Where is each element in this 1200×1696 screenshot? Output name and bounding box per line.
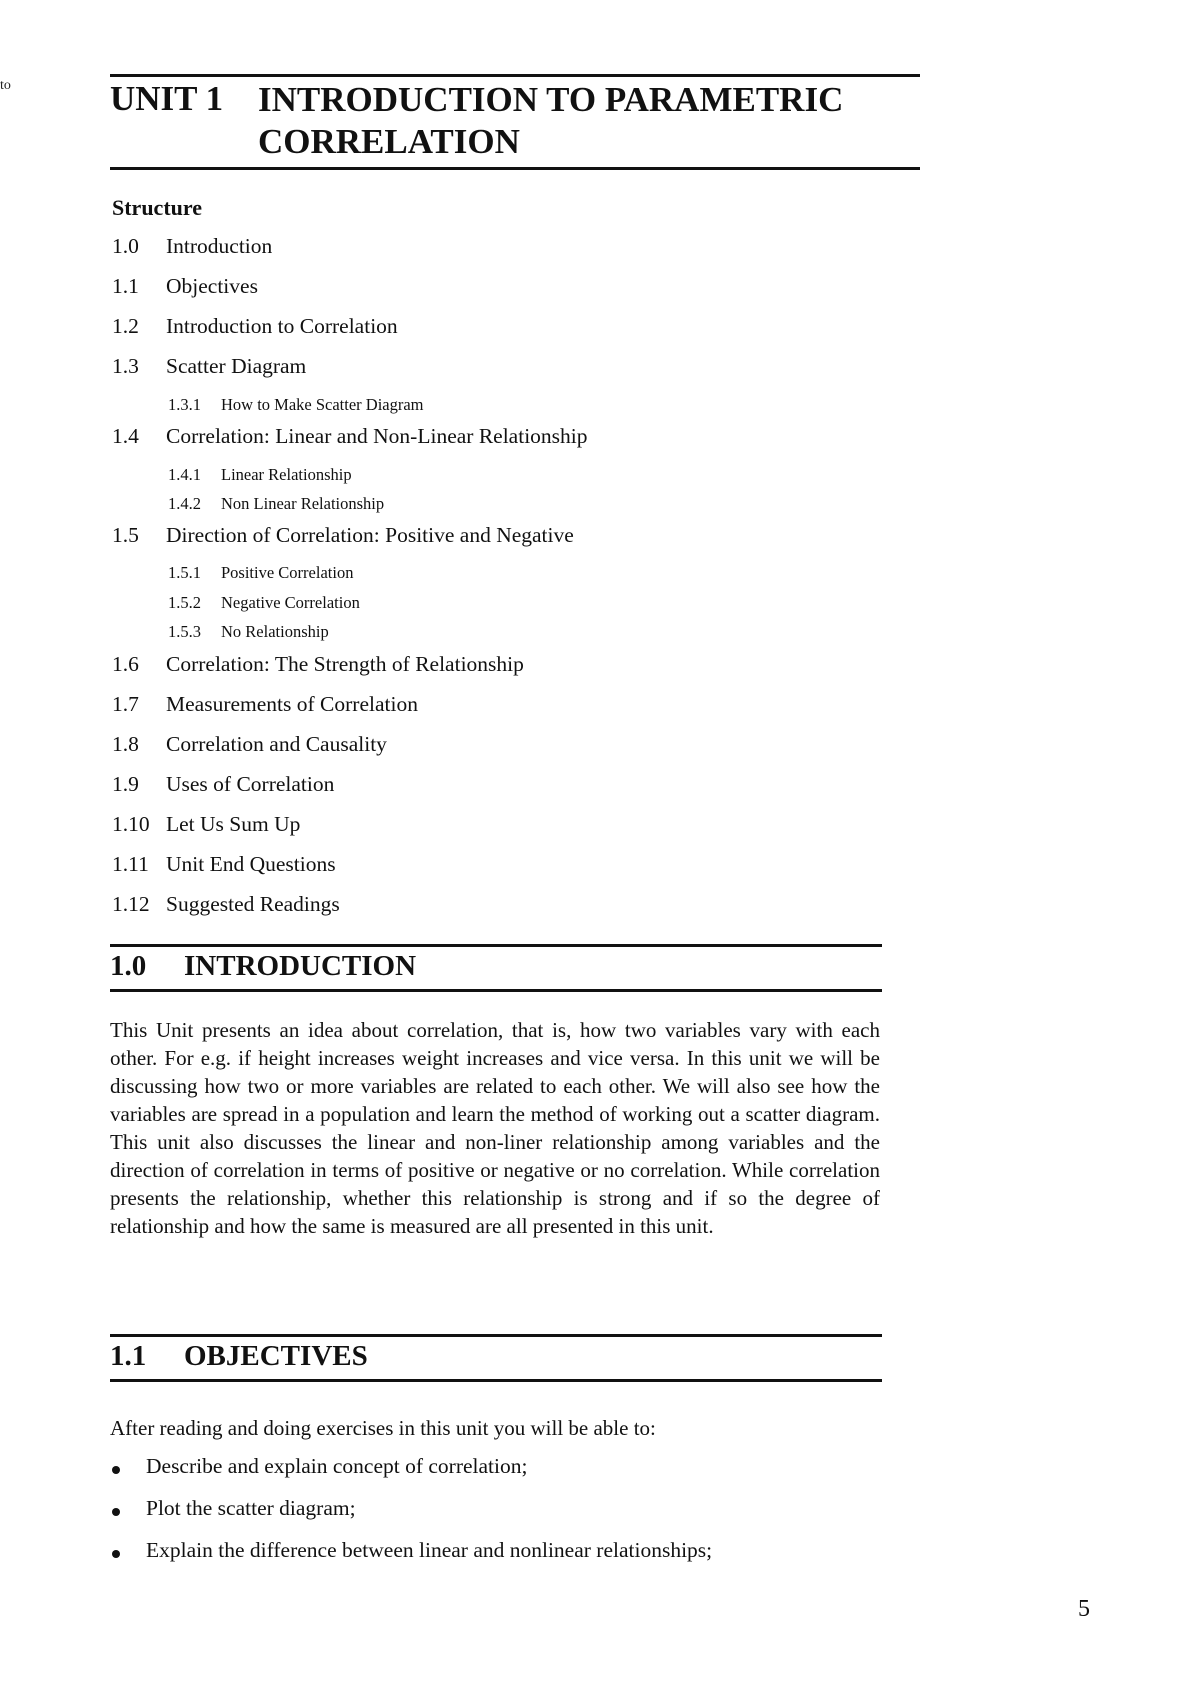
toc-label: Correlation: The Strength of Relationship bbox=[166, 652, 524, 676]
unit-title-line-2: CORRELATION bbox=[258, 122, 520, 161]
toc-label: Uses of Correlation bbox=[166, 772, 335, 796]
toc-label: Measurements of Correlation bbox=[166, 692, 418, 716]
list-item-text: Plot the scatter diagram; bbox=[146, 1496, 356, 1520]
unit-title-line-1: INTRODUCTION TO PARAMETRIC bbox=[258, 80, 844, 119]
toc-number: 1.10 bbox=[112, 812, 150, 836]
section-number: 1.0 bbox=[110, 950, 147, 982]
section-heading-introduction bbox=[110, 944, 882, 992]
introduction-paragraph: This Unit presents an idea about correlation, that is, how two variables vary with each other. For e.g. if height increases weight increases and vice versa. In this unit we will be discussing how two or more variables are related to each other. We will also see how the variables are spread in a population and learn the method of working out a scatter diagram. This unit also discusses the linear and non-liner relationship among variables and the direction of correlation in terms of positive or negative or no correlation. While correlation presents the relationship, whether this relationship is strong and if so the degree of relationship and how the same is measured are all presented in this unit. bbox=[110, 1018, 880, 1238]
toc-number: 1.3.1 bbox=[168, 395, 201, 414]
section-heading-objectives bbox=[110, 1334, 882, 1382]
toc-number: 1.8 bbox=[112, 732, 139, 756]
unit-header bbox=[110, 74, 920, 170]
toc-number: 1.9 bbox=[112, 772, 139, 796]
toc-number: 1.5.3 bbox=[168, 622, 201, 641]
toc-label: How to Make Scatter Diagram bbox=[221, 395, 424, 414]
toc-number: 1.5.2 bbox=[168, 593, 201, 612]
toc-number: 1.0 bbox=[112, 234, 139, 258]
toc-label: Introduction to Correlation bbox=[166, 314, 398, 338]
toc-label: Suggested Readings bbox=[166, 892, 340, 916]
toc-number: 1.11 bbox=[112, 852, 149, 876]
bullet-icon bbox=[112, 1508, 120, 1516]
unit-number: UNIT 1 bbox=[110, 79, 224, 118]
toc-label: Non Linear Relationship bbox=[221, 494, 385, 513]
bullet-icon bbox=[112, 1466, 120, 1474]
toc-number: 1.1 bbox=[112, 274, 139, 298]
section-title: INTRODUCTION bbox=[184, 950, 417, 982]
toc-number: 1.2 bbox=[112, 314, 139, 338]
toc-label: Positive Correlation bbox=[221, 563, 354, 582]
objectives-intro: After reading and doing exercises in this unit you will be able to: bbox=[110, 1416, 656, 1440]
toc-label: Scatter Diagram bbox=[166, 354, 307, 378]
toc-label: Negative Correlation bbox=[221, 593, 360, 612]
toc-number: 1.4 bbox=[112, 424, 139, 448]
toc-number: 1.5.1 bbox=[168, 563, 201, 582]
toc-label: Let Us Sum Up bbox=[166, 812, 301, 836]
section-title: OBJECTIVES bbox=[184, 1340, 368, 1372]
toc-label: Unit End Questions bbox=[166, 852, 336, 876]
bullet-icon bbox=[112, 1550, 120, 1558]
toc-number: 1.4.1 bbox=[168, 465, 201, 484]
toc-label: Objectives bbox=[166, 274, 258, 298]
page-number: 5 bbox=[1078, 1596, 1090, 1622]
toc-label: Introduction bbox=[166, 234, 273, 258]
toc-number: 1.7 bbox=[112, 692, 139, 716]
toc-label: Correlation and Causality bbox=[166, 732, 387, 756]
toc-number: 1.3 bbox=[112, 354, 139, 378]
structure-heading: Structure bbox=[112, 195, 203, 220]
toc-label: Linear Relationship bbox=[221, 465, 352, 484]
margin-mark: to bbox=[0, 78, 11, 93]
list-item-text: Describe and explain concept of correlation; bbox=[146, 1454, 528, 1478]
toc-label: Direction of Correlation: Positive and Negative bbox=[166, 523, 574, 547]
toc-number: 1.4.2 bbox=[168, 494, 201, 513]
list-item-text: Explain the difference between linear and nonlinear relationships; bbox=[146, 1538, 713, 1562]
section-number: 1.1 bbox=[110, 1340, 147, 1372]
toc-label: No Relationship bbox=[221, 622, 329, 641]
unit-title bbox=[258, 79, 918, 163]
toc-label: Correlation: Linear and Non-Linear Relationship bbox=[166, 424, 588, 448]
toc-number: 1.6 bbox=[112, 652, 139, 676]
toc-number: 1.5 bbox=[112, 523, 139, 547]
toc-number: 1.12 bbox=[112, 892, 150, 916]
